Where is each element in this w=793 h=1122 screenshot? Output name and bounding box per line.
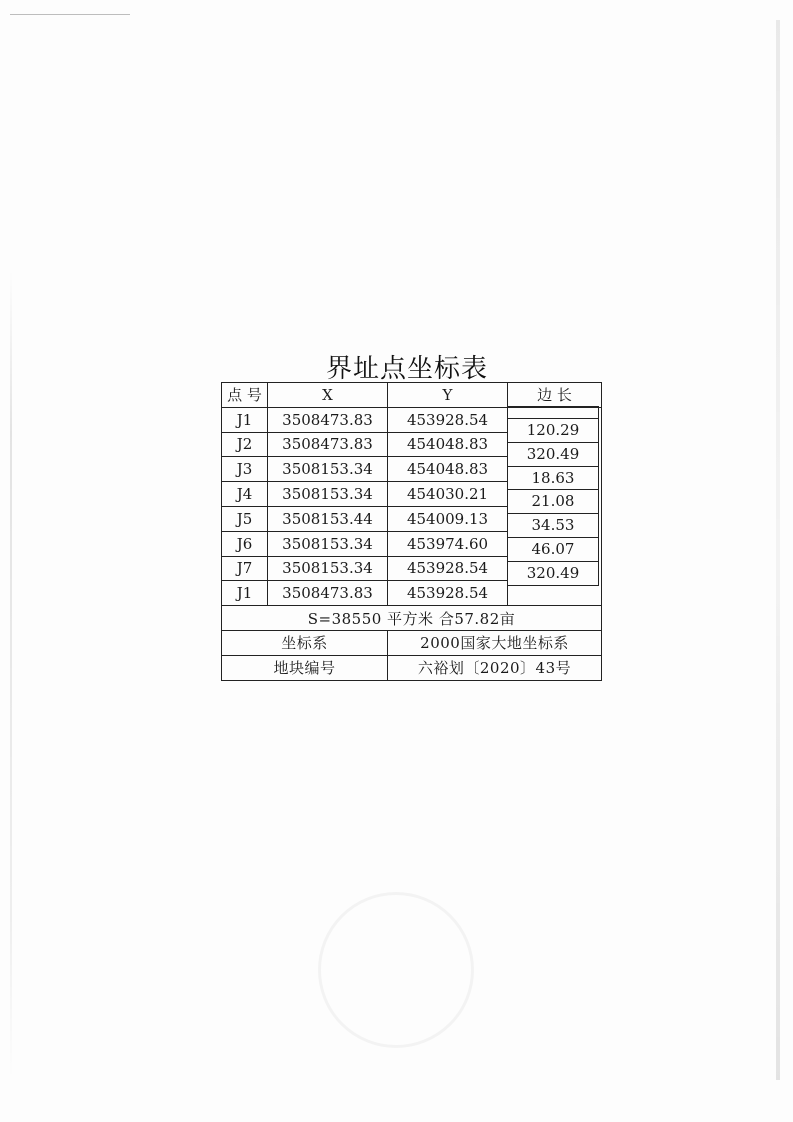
coord-system-value: 2000国家大地坐标系 <box>388 630 602 655</box>
y-cell: 453974.60 <box>388 531 508 556</box>
x-cell: 3508153.44 <box>268 506 388 531</box>
side-length-cell: 34.53 <box>507 514 599 538</box>
header-side-length: 边 长 <box>508 383 602 408</box>
y-cell: 454048.83 <box>388 432 508 457</box>
point-no-cell: J7 <box>222 556 268 581</box>
y-cell: 454030.21 <box>388 482 508 507</box>
table-header-row <box>222 383 602 408</box>
parcel-no-row <box>222 655 602 680</box>
y-cell: 453928.54 <box>388 407 508 432</box>
point-no-cell: J2 <box>222 432 268 457</box>
point-no-cell: J1 <box>222 407 268 432</box>
side-length-column <box>507 406 599 586</box>
page-title: 界址点坐标表 <box>325 354 488 384</box>
y-cell: 453928.54 <box>388 581 508 606</box>
x-cell: 3508473.83 <box>268 407 388 432</box>
x-cell: 3508153.34 <box>268 482 388 507</box>
x-cell: 3508153.34 <box>268 531 388 556</box>
faint-seal-icon <box>318 892 474 1048</box>
point-no-cell: J5 <box>222 506 268 531</box>
side-length-cell: 18.63 <box>507 467 599 491</box>
side-length-cell: 46.07 <box>507 538 599 562</box>
x-cell: 3508153.34 <box>268 556 388 581</box>
header-point-no: 点 号 <box>222 383 268 408</box>
parcel-no-value: 六裕划〔2020〕43号 <box>388 655 602 680</box>
scan-edge-right <box>776 20 780 1080</box>
coord-system-label: 坐标系 <box>222 630 388 655</box>
point-no-cell: J6 <box>222 531 268 556</box>
header-y: Y <box>388 383 508 408</box>
point-no-cell: J4 <box>222 482 268 507</box>
y-cell: 454009.13 <box>388 506 508 531</box>
side-length-cell: 120.29 <box>507 419 599 443</box>
point-no-cell: J3 <box>222 457 268 482</box>
scan-edge-top <box>10 14 130 15</box>
header-x: X <box>268 383 388 408</box>
coord-system-row <box>222 630 602 655</box>
side-length-cell: 320.49 <box>507 562 599 586</box>
x-cell: 3508473.83 <box>268 432 388 457</box>
area-row <box>222 606 602 631</box>
side-length-cell: 21.08 <box>507 490 599 514</box>
area-summary: S=38550 平方米 合57.82亩 <box>222 606 602 631</box>
y-cell: 453928.54 <box>388 556 508 581</box>
side-length-cell: 320.49 <box>507 443 599 467</box>
scan-edge-left <box>10 270 12 1080</box>
parcel-no-label: 地块编号 <box>222 655 388 680</box>
x-cell: 3508153.34 <box>268 457 388 482</box>
y-cell: 454048.83 <box>388 457 508 482</box>
x-cell: 3508473.83 <box>268 581 388 606</box>
side-length-top-gap <box>507 406 599 419</box>
point-no-cell: J1 <box>222 581 268 606</box>
